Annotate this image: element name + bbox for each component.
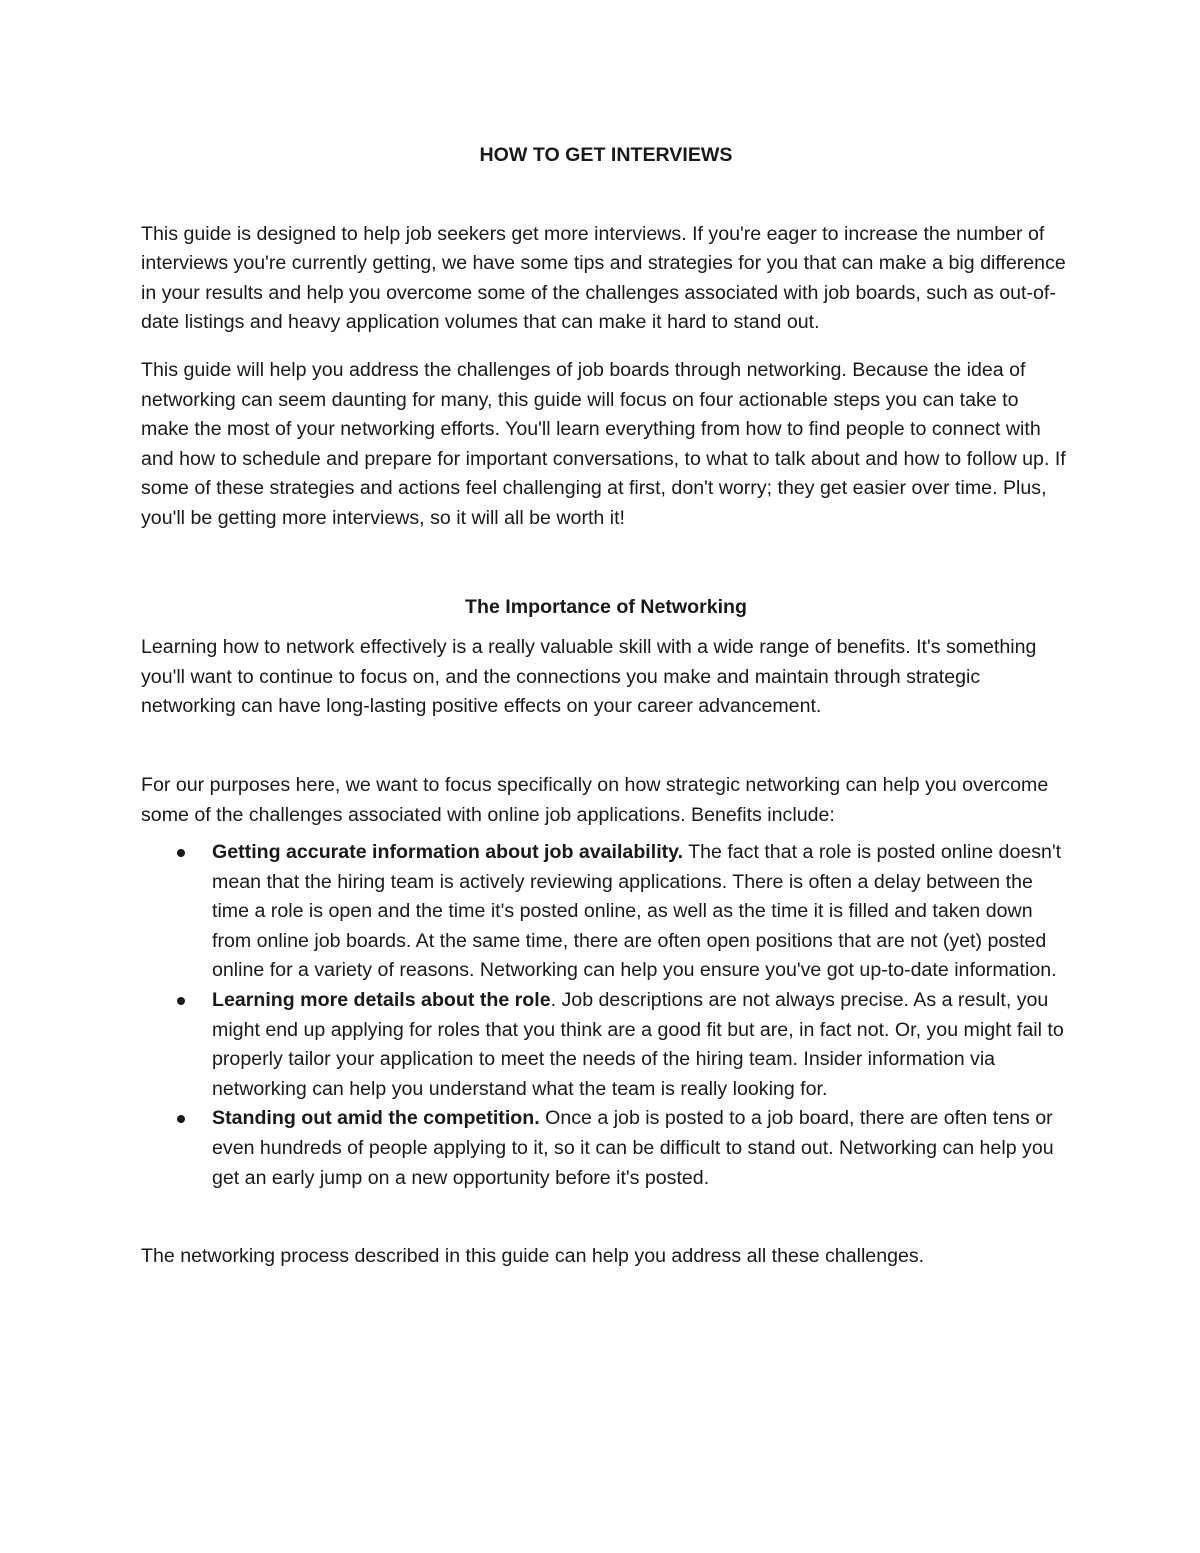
benefit-item	[212, 986, 1071, 1104]
bullet-icon	[177, 997, 185, 1005]
intro-paragraph: This guide is designed to help job seekers get more interviews. If you're eager to increase the number of interviews you're currently getting, we have some tips and strategies for you that can make a big difference in your results and help you overcome some of the challenges associated with job boards, such as out-of-date listings and heavy application volumes that can make it hard to stand out.	[141, 222, 1066, 334]
benefit-item	[212, 838, 1071, 986]
benefit-title: Getting accurate information about job availability.	[212, 841, 684, 864]
bullet-icon	[177, 849, 185, 857]
document-title: HOW TO GET INTERVIEWS	[479, 144, 733, 166]
benefits-list	[141, 838, 1071, 1193]
section-paragraph: For our purposes here, we want to focus specifically on how strategic networking can help you overcome some of the challenges associated with online job applications. Benefits include:	[141, 773, 1049, 826]
benefit-title: Learning more details about the role	[212, 989, 551, 1012]
benefit-text: Once a job is posted to a job board, there are often tens or even hundreds of people applying to it, so it can be difficult to stand out. Networking can help you get an early jump on a new opportunity before it's posted.	[212, 1107, 1054, 1189]
bullet-icon	[177, 1115, 185, 1123]
benefit-title: Standing out amid the competition.	[212, 1107, 540, 1130]
benefit-item	[212, 1104, 1071, 1193]
section-title: The Importance of Networking	[465, 595, 747, 618]
benefit-text: The fact that a role is posted online doesn't mean that the hiring team is actively reviewing applications. There is often a delay between the time a role is open and the time it's posted online, as well as the time it is filled and taken down from online job boards. At the same time, there are often open positions that are not (yet) posted online for a variety of reasons. Networking can help you ensure you've got up-to-date information.	[212, 841, 1062, 982]
closing-paragraph: The networking process described in this guide can help you address all these challenges.	[141, 1245, 925, 1268]
section-paragraph: Learning how to network effectively is a really valuable skill with a wide range of benefits. It's something you'll want to continue to focus on, and the connections you make and maintain through strategic networking can have long-lasting positive effects on your career advancement.	[141, 636, 1037, 718]
benefit-text: . Job descriptions are not always precise. As a result, you might end up applying for roles that you think are a good fit but are, in fact not. Or, you might fail to properly tailor your application to meet the needs of the hiring team. Insider information via networking can help you understand what the team is really looking for.	[212, 989, 1064, 1100]
document-content	[141, 141, 1071, 1272]
intro-paragraph: This guide will help you address the challenges of job boards through networking. Because the idea of networking can seem daunting for many, this guide will focus on four actionable steps you can take to make the most of your networking efforts. You'll learn everything from how to find people to connect with and how to schedule and prepare for important conversations, to what to talk about and how to follow up. If some of these strategies and actions feel challenging at first, don't worry; they get easier over time. Plus, you'll be getting more interviews, so it will all be worth it!	[141, 358, 1066, 529]
